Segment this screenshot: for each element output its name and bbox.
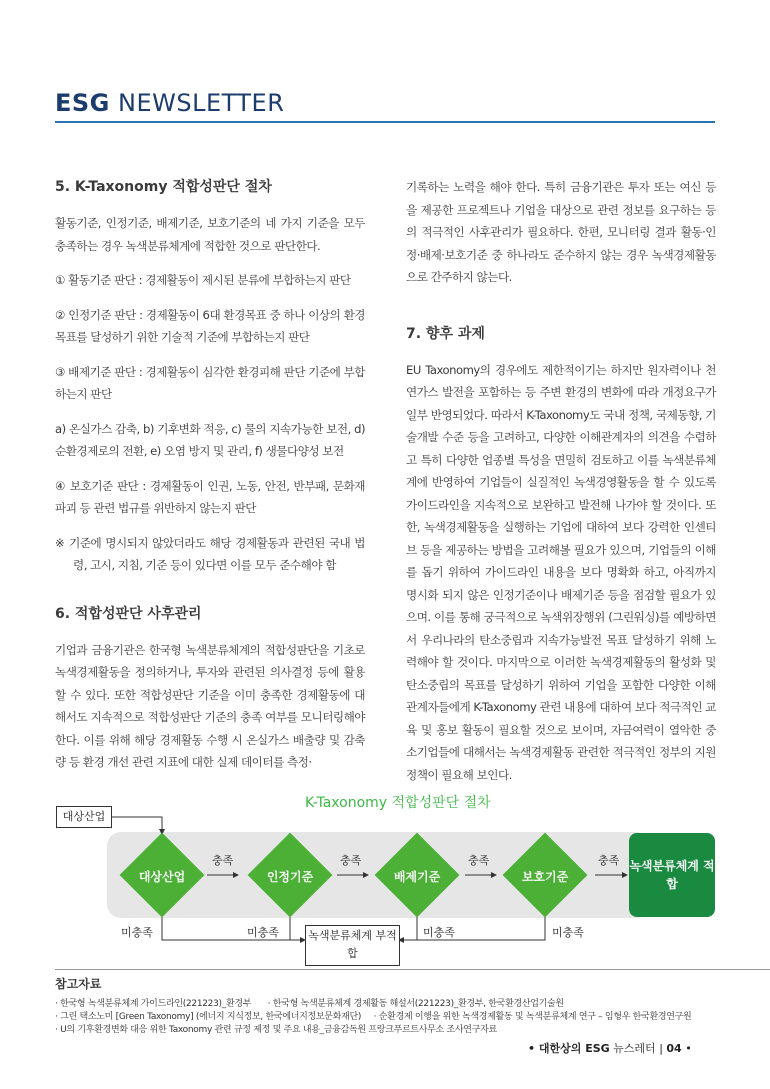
left-column [55, 176, 365, 774]
reference-row-1 [55, 998, 720, 1011]
header-divider [55, 121, 715, 123]
step-label-4: 보호기준 [521, 870, 569, 884]
section-6-body: 기업과 금융기관은 한국형 녹색분류체계의 적합성판단을 기초로 녹색경제활동을 정의하거나, 투자와 관련된 의사결정 등에 활용할 수 있다. 또한 적합성판단 기준을 이미 충족한 경제활동에 대해서도 지속적으로 적합성판단 기준의 충족 여부를 모니터링해야 한다. 이를 위해 해당 경제활동 수행 시 온실가스 배출량 및 감축량 등 환경 개선 관련 지표에 대한 실제 데이터를 측정· [55, 642, 365, 769]
references [55, 975, 720, 1037]
page-number: 04 [666, 1042, 682, 1055]
pass-label-2: 충족 [340, 854, 362, 867]
compliance-note: ※ 기준에 명시되지 않았더라도 해당 경제활동과 관련된 국내 법령, 고시, 지침, 기준 등이 있다면 이를 모두 준수해야 함 [55, 535, 365, 572]
criterion-recognition: ② 인정기준 판단 : 경제활동이 6대 환경목표 중 하나 이상의 환경목표를 달성하기 위한 기술적 기준에 부합하는지 판단 [55, 307, 365, 344]
step-label-3: 배제기준 [393, 870, 441, 884]
final-pass-box: 녹색분류체계 적합 [629, 833, 715, 917]
section-5-intro: 활동기준, 인정기준, 배제기준, 보호기준의 네 가지 기준을 모두 충족하는 경우 녹색분류체계에 적합한 것으로 판단한다. [55, 216, 365, 253]
section-5-title: 5. K-Taxonomy 적합성판단 절차 [55, 179, 272, 195]
right-column [406, 176, 716, 786]
references-title: 참고자료 [55, 977, 102, 991]
reference-item: · 한국형 녹색분류체계 가이드라인(221223)_환경부 [55, 999, 252, 1009]
pass-label-3: 충족 [468, 854, 490, 867]
footer-separator: | [659, 1042, 667, 1055]
process-diagram [55, 790, 720, 970]
pass-label-1: 충족 [212, 854, 234, 867]
step-label-2: 인정기준 [266, 870, 314, 884]
fail-label-1: 미충족 [121, 926, 153, 939]
pass-label-4: 충족 [598, 854, 620, 867]
criterion-exclusion: ③ 배제기준 판단 : 경제활동이 심각한 환경피해 판단 기준에 부합하는지 판단 [55, 364, 365, 401]
reference-item: · 순환경제 이행을 위한 녹색경제활동 및 녹색분류체계 연구 – 임형우 한국환경연구원 [373, 1012, 692, 1022]
references-divider [55, 969, 770, 970]
criterion-protection: ④ 보호기준 판단 : 경제활동이 인권, 노동, 안전, 반부패, 문화재 파괴 등 관련 법규를 위반하지 않는지 판단 [55, 478, 365, 515]
reference-item: · 그린 택소노미 [Green Taxonomy] (에너지 지식정보, 한국에너지정보문화재단) [55, 1012, 362, 1022]
fail-label-2: 미충족 [247, 926, 279, 939]
section-6-title: 6. 적합성판단 사후관리 [55, 605, 202, 622]
newsletter-title [55, 88, 715, 118]
start-industry-box: 대상산업 [56, 806, 112, 828]
page-footer [528, 1040, 692, 1056]
newsletter-header [55, 88, 715, 118]
criterion-activity: ① 활동기준 판단 : 경제활동이 제시된 분류에 부합하는지 판단 [55, 273, 351, 287]
diagram-title: K-Taxonomy 적합성판단 절차 [305, 795, 491, 811]
step-label-1: 대상산업 [138, 870, 186, 884]
fail-label-4: 미충족 [552, 926, 584, 939]
section-7-body: EU Taxonomy의 경우에도 제한적이기는 하지만 원자력이나 천연가스 발전을 포함하는 등 주변 환경의 변화에 따라 개정요구가 일부 반영되었다. 따라서 K-Taxonomy도 국내 정책, 국제동향, 기술개발 수준 등을 고려하고, 다양한 이해관계자의 의견을 수렴하고 특히 다양한 업종별 특성을 면밀히 검토하고 이를 녹색분류체계에 반영하여 기업들이 실질적인 녹색경영활동을 할 수 있도록 가이드라인을 지속적으로 보완하고 발전해 나가야 할 것이다. 또한, 녹색경제활동을 실행하는 기업에 대하여 보다 강력한 인센티브 등을 제공하는 방법을 고려해볼 필요가 있으며, 기업들의 이해를 돕기 위하여 가이드라인 내용을 보다 명확화 하고, 아직까지 명시화 되지 않은 인정기준이나 배제기준 등을 점검할 필요가 있으며. 이를 통해 궁극적으로 녹색위장행위 (그린워싱)를 예방하면서 우리나라의 탄소중립과 지속가능발전 목표 달성하기 위해 노력해야 할 것이다. 마지막으로 이러한 녹색경제활동의 활성화 및 탄소중립의 목표를 달성하기 위하여 기업을 포함한 다양한 이해관계자들에게 K-Taxonomy 관련 내용에 대하여 보다 적극적인 교육 및 홍보 활동이 필요할 것으로 보이며, 자금여력이 열악한 중소기업들에 대해서는 녹색경제활동 관련한 적극적인 정부의 지원 정책이 필요해 보인다. [406, 362, 716, 782]
section-7-title: 7. 향후 과제 [406, 325, 485, 342]
title-rest: NEWSLETTER [109, 89, 285, 117]
footer-newsletter: 뉴스레터 [609, 1042, 656, 1055]
section-6-continued: 기록하는 노력을 해야 한다. 특히 금융기관은 투자 또는 여신 등을 제공한 프로젝트나 기업을 대상으로 관련 정보를 요구하는 등의 적극적인 사후관리가 필요하다. 한편, 모니터링 결과 활동·인정·배제·보호기준 중 하나라도 준수하지 않는 경우 녹색경제활동으로 간주하지 않는다. [406, 180, 716, 284]
reference-item: · U의 기후환경변화 대응 위한 Taxonomy 관련 규정 제정 및 주요 내용_금융감독원 프랑크푸르트사무소 조사연구자료 [55, 1025, 497, 1035]
footer-publisher: • 대한상의 ESG [528, 1042, 610, 1055]
footer-bullet: • [681, 1042, 692, 1055]
reference-row-3 [55, 1024, 720, 1037]
fail-label-3: 미충족 [423, 926, 455, 939]
final-fail-box: 녹색분류체계 부적합 [305, 925, 400, 966]
reference-row-2 [55, 1011, 720, 1024]
reference-item: · 한국형 녹색분류체계 경제활동 해설서(221223)_환경부, 한국환경산업기술원 [267, 999, 564, 1009]
title-bold: ESG [55, 89, 110, 117]
environment-goals-list: a) 온실가스 감축, b) 기후변화 적응, c) 물의 지속가능한 보전, d) 순환경제로의 전환, e) 오염 방지 및 관리, f) 생물다양성 보전 [55, 421, 365, 458]
